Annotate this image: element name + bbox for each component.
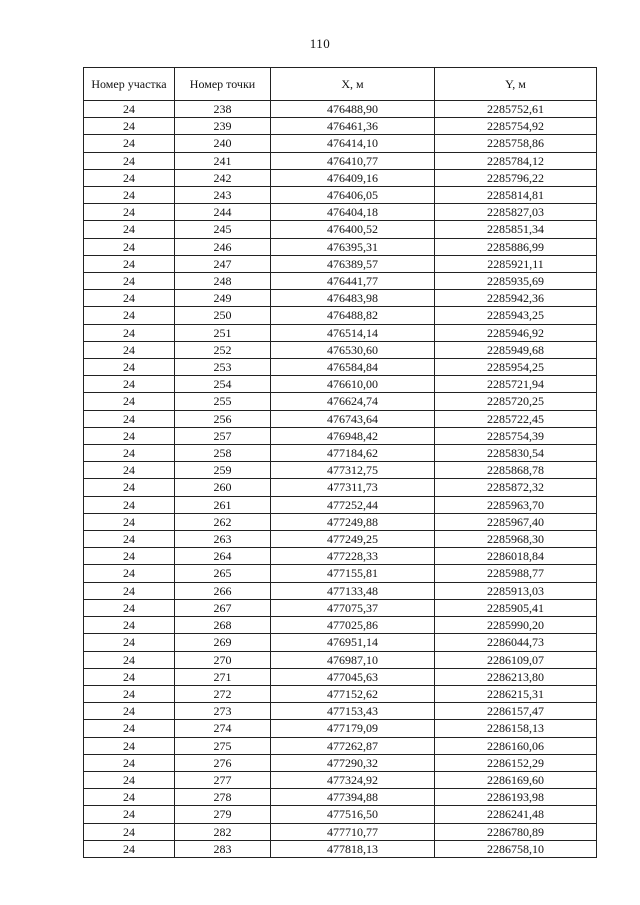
cell-section-number: 24 <box>84 187 175 204</box>
cell-point-number: 262 <box>175 513 271 530</box>
cell-x-coordinate: 477025,86 <box>271 617 435 634</box>
cell-y-coordinate: 2286193,98 <box>435 789 597 806</box>
cell-point-number: 249 <box>175 290 271 307</box>
cell-point-number: 246 <box>175 238 271 255</box>
cell-point-number: 261 <box>175 496 271 513</box>
table-row <box>84 531 597 548</box>
table-row <box>84 565 597 582</box>
cell-y-coordinate: 2285814,81 <box>435 187 597 204</box>
table-row <box>84 582 597 599</box>
cell-section-number: 24 <box>84 531 175 548</box>
cell-y-coordinate: 2286213,80 <box>435 668 597 685</box>
cell-x-coordinate: 477818,13 <box>271 840 435 857</box>
header-point-number: Номер точки <box>175 68 271 101</box>
cell-point-number: 279 <box>175 806 271 823</box>
cell-point-number: 277 <box>175 771 271 788</box>
table-row <box>84 273 597 290</box>
cell-section-number: 24 <box>84 754 175 771</box>
cell-section-number: 24 <box>84 427 175 444</box>
cell-x-coordinate: 477290,32 <box>271 754 435 771</box>
table-header-row <box>84 68 597 101</box>
cell-point-number: 240 <box>175 135 271 152</box>
cell-y-coordinate: 2285796,22 <box>435 169 597 186</box>
table-row <box>84 152 597 169</box>
cell-x-coordinate: 477179,09 <box>271 720 435 737</box>
table-row <box>84 376 597 393</box>
cell-point-number: 244 <box>175 204 271 221</box>
table-row <box>84 290 597 307</box>
cell-x-coordinate: 477155,81 <box>271 565 435 582</box>
cell-section-number: 24 <box>84 668 175 685</box>
header-y-coordinate: Y, м <box>435 68 597 101</box>
cell-x-coordinate: 476409,16 <box>271 169 435 186</box>
cell-x-coordinate: 476410,77 <box>271 152 435 169</box>
cell-y-coordinate: 2285758,86 <box>435 135 597 152</box>
cell-section-number: 24 <box>84 169 175 186</box>
cell-y-coordinate: 2285784,12 <box>435 152 597 169</box>
table-row <box>84 427 597 444</box>
cell-x-coordinate: 476530,60 <box>271 341 435 358</box>
table-row <box>84 599 597 616</box>
cell-y-coordinate: 2285722,45 <box>435 410 597 427</box>
cell-section-number: 24 <box>84 238 175 255</box>
table-row <box>84 823 597 840</box>
cell-point-number: 242 <box>175 169 271 186</box>
table-row <box>84 668 597 685</box>
cell-section-number: 24 <box>84 685 175 702</box>
cell-point-number: 238 <box>175 101 271 118</box>
cell-x-coordinate: 477252,44 <box>271 496 435 513</box>
cell-section-number: 24 <box>84 703 175 720</box>
cell-x-coordinate: 476488,90 <box>271 101 435 118</box>
cell-section-number: 24 <box>84 823 175 840</box>
cell-point-number: 243 <box>175 187 271 204</box>
cell-x-coordinate: 476624,74 <box>271 393 435 410</box>
header-x-coordinate: X, м <box>271 68 435 101</box>
cell-x-coordinate: 477324,92 <box>271 771 435 788</box>
header-section-number: Номер участка <box>84 68 175 101</box>
cell-x-coordinate: 477152,62 <box>271 685 435 702</box>
table-row <box>84 204 597 221</box>
cell-x-coordinate: 477249,88 <box>271 513 435 530</box>
cell-x-coordinate: 476610,00 <box>271 376 435 393</box>
cell-section-number: 24 <box>84 634 175 651</box>
cell-point-number: 264 <box>175 548 271 565</box>
cell-x-coordinate: 477133,48 <box>271 582 435 599</box>
cell-y-coordinate: 2285988,77 <box>435 565 597 582</box>
cell-section-number: 24 <box>84 410 175 427</box>
cell-point-number: 248 <box>175 273 271 290</box>
cell-x-coordinate: 476514,14 <box>271 324 435 341</box>
cell-section-number: 24 <box>84 496 175 513</box>
cell-section-number: 24 <box>84 290 175 307</box>
cell-x-coordinate: 477228,33 <box>271 548 435 565</box>
cell-y-coordinate: 2286018,84 <box>435 548 597 565</box>
cell-section-number: 24 <box>84 118 175 135</box>
cell-y-coordinate: 2286241,48 <box>435 806 597 823</box>
cell-point-number: 282 <box>175 823 271 840</box>
cell-section-number: 24 <box>84 307 175 324</box>
cell-x-coordinate: 477516,50 <box>271 806 435 823</box>
cell-point-number: 239 <box>175 118 271 135</box>
cell-y-coordinate: 2285720,25 <box>435 393 597 410</box>
cell-y-coordinate: 2285949,68 <box>435 341 597 358</box>
cell-point-number: 268 <box>175 617 271 634</box>
table-row <box>84 840 597 857</box>
cell-section-number: 24 <box>84 273 175 290</box>
cell-point-number: 241 <box>175 152 271 169</box>
cell-point-number: 271 <box>175 668 271 685</box>
cell-section-number: 24 <box>84 255 175 272</box>
cell-point-number: 278 <box>175 789 271 806</box>
cell-y-coordinate: 2285827,03 <box>435 204 597 221</box>
cell-x-coordinate: 476389,57 <box>271 255 435 272</box>
cell-y-coordinate: 2286160,06 <box>435 737 597 754</box>
cell-x-coordinate: 477045,63 <box>271 668 435 685</box>
cell-point-number: 267 <box>175 599 271 616</box>
table-row <box>84 754 597 771</box>
cell-section-number: 24 <box>84 462 175 479</box>
table-row <box>84 255 597 272</box>
cell-point-number: 265 <box>175 565 271 582</box>
cell-section-number: 24 <box>84 479 175 496</box>
cell-y-coordinate: 2286044,73 <box>435 634 597 651</box>
cell-section-number: 24 <box>84 324 175 341</box>
table-row <box>84 806 597 823</box>
cell-section-number: 24 <box>84 135 175 152</box>
table-row <box>84 135 597 152</box>
cell-y-coordinate: 2286758,10 <box>435 840 597 857</box>
cell-x-coordinate: 477184,62 <box>271 445 435 462</box>
cell-point-number: 250 <box>175 307 271 324</box>
cell-x-coordinate: 477311,73 <box>271 479 435 496</box>
cell-x-coordinate: 477249,25 <box>271 531 435 548</box>
table-row <box>84 771 597 788</box>
cell-section-number: 24 <box>84 221 175 238</box>
cell-section-number: 24 <box>84 359 175 376</box>
cell-section-number: 24 <box>84 789 175 806</box>
table-row <box>84 445 597 462</box>
cell-section-number: 24 <box>84 599 175 616</box>
cell-point-number: 254 <box>175 376 271 393</box>
table-row <box>84 118 597 135</box>
cell-x-coordinate: 477075,37 <box>271 599 435 616</box>
cell-point-number: 256 <box>175 410 271 427</box>
cell-section-number: 24 <box>84 582 175 599</box>
cell-section-number: 24 <box>84 651 175 668</box>
cell-y-coordinate: 2285954,25 <box>435 359 597 376</box>
cell-x-coordinate: 476441,77 <box>271 273 435 290</box>
table-row <box>84 720 597 737</box>
cell-point-number: 260 <box>175 479 271 496</box>
cell-y-coordinate: 2285886,99 <box>435 238 597 255</box>
cell-point-number: 266 <box>175 582 271 599</box>
cell-y-coordinate: 2285851,34 <box>435 221 597 238</box>
cell-y-coordinate: 2285967,40 <box>435 513 597 530</box>
cell-section-number: 24 <box>84 806 175 823</box>
cell-x-coordinate: 476743,64 <box>271 410 435 427</box>
table-row <box>84 101 597 118</box>
cell-point-number: 255 <box>175 393 271 410</box>
cell-y-coordinate: 2285935,69 <box>435 273 597 290</box>
cell-y-coordinate: 2285946,92 <box>435 324 597 341</box>
cell-section-number: 24 <box>84 565 175 582</box>
table-row <box>84 393 597 410</box>
cell-y-coordinate: 2285830,54 <box>435 445 597 462</box>
cell-point-number: 274 <box>175 720 271 737</box>
cell-y-coordinate: 2285721,94 <box>435 376 597 393</box>
table-row <box>84 789 597 806</box>
table-row <box>84 307 597 324</box>
cell-x-coordinate: 476404,18 <box>271 204 435 221</box>
table-row <box>84 634 597 651</box>
table-row <box>84 359 597 376</box>
cell-y-coordinate: 2285963,70 <box>435 496 597 513</box>
cell-point-number: 275 <box>175 737 271 754</box>
cell-section-number: 24 <box>84 737 175 754</box>
table-row <box>84 513 597 530</box>
cell-section-number: 24 <box>84 445 175 462</box>
table-row <box>84 462 597 479</box>
table-row <box>84 238 597 255</box>
cell-section-number: 24 <box>84 376 175 393</box>
cell-section-number: 24 <box>84 341 175 358</box>
table-row <box>84 341 597 358</box>
table-row <box>84 737 597 754</box>
cell-x-coordinate: 476951,14 <box>271 634 435 651</box>
cell-section-number: 24 <box>84 513 175 530</box>
cell-x-coordinate: 477394,88 <box>271 789 435 806</box>
cell-point-number: 247 <box>175 255 271 272</box>
cell-x-coordinate: 476987,10 <box>271 651 435 668</box>
cell-y-coordinate: 2285921,11 <box>435 255 597 272</box>
cell-point-number: 259 <box>175 462 271 479</box>
cell-point-number: 245 <box>175 221 271 238</box>
table-row <box>84 685 597 702</box>
cell-point-number: 276 <box>175 754 271 771</box>
cell-x-coordinate: 477153,43 <box>271 703 435 720</box>
cell-section-number: 24 <box>84 393 175 410</box>
cell-point-number: 257 <box>175 427 271 444</box>
cell-x-coordinate: 476461,36 <box>271 118 435 135</box>
cell-x-coordinate: 476406,05 <box>271 187 435 204</box>
cell-y-coordinate: 2286215,31 <box>435 685 597 702</box>
cell-x-coordinate: 476395,31 <box>271 238 435 255</box>
cell-point-number: 263 <box>175 531 271 548</box>
table-row <box>84 187 597 204</box>
cell-section-number: 24 <box>84 152 175 169</box>
cell-section-number: 24 <box>84 840 175 857</box>
table-row <box>84 221 597 238</box>
cell-y-coordinate: 2285872,32 <box>435 479 597 496</box>
cell-section-number: 24 <box>84 771 175 788</box>
cell-point-number: 273 <box>175 703 271 720</box>
cell-point-number: 269 <box>175 634 271 651</box>
cell-section-number: 24 <box>84 548 175 565</box>
table-body <box>84 101 597 858</box>
table-row <box>84 548 597 565</box>
table-row <box>84 703 597 720</box>
coordinates-table <box>83 67 597 858</box>
cell-section-number: 24 <box>84 101 175 118</box>
table-row <box>84 496 597 513</box>
cell-section-number: 24 <box>84 617 175 634</box>
cell-x-coordinate: 476948,42 <box>271 427 435 444</box>
cell-x-coordinate: 476488,82 <box>271 307 435 324</box>
cell-y-coordinate: 2285968,30 <box>435 531 597 548</box>
cell-point-number: 272 <box>175 685 271 702</box>
cell-x-coordinate: 476400,52 <box>271 221 435 238</box>
cell-section-number: 24 <box>84 720 175 737</box>
cell-x-coordinate: 476584,84 <box>271 359 435 376</box>
cell-y-coordinate: 2285943,25 <box>435 307 597 324</box>
table-row <box>84 410 597 427</box>
table-row <box>84 479 597 496</box>
cell-y-coordinate: 2285990,20 <box>435 617 597 634</box>
cell-y-coordinate: 2286780,89 <box>435 823 597 840</box>
cell-y-coordinate: 2285754,39 <box>435 427 597 444</box>
cell-point-number: 283 <box>175 840 271 857</box>
cell-y-coordinate: 2285905,41 <box>435 599 597 616</box>
table-row <box>84 651 597 668</box>
table-row <box>84 617 597 634</box>
table-row <box>84 324 597 341</box>
cell-x-coordinate: 477710,77 <box>271 823 435 840</box>
cell-y-coordinate: 2286158,13 <box>435 720 597 737</box>
cell-y-coordinate: 2285752,61 <box>435 101 597 118</box>
cell-x-coordinate: 477262,87 <box>271 737 435 754</box>
cell-y-coordinate: 2285754,92 <box>435 118 597 135</box>
cell-point-number: 252 <box>175 341 271 358</box>
table-row <box>84 169 597 186</box>
cell-y-coordinate: 2285913,03 <box>435 582 597 599</box>
cell-x-coordinate: 476414,10 <box>271 135 435 152</box>
cell-y-coordinate: 2286169,60 <box>435 771 597 788</box>
cell-point-number: 270 <box>175 651 271 668</box>
cell-y-coordinate: 2286152,29 <box>435 754 597 771</box>
cell-y-coordinate: 2285942,36 <box>435 290 597 307</box>
cell-y-coordinate: 2286157,47 <box>435 703 597 720</box>
page-number: 110 <box>309 36 331 51</box>
cell-y-coordinate: 2286109,07 <box>435 651 597 668</box>
cell-point-number: 253 <box>175 359 271 376</box>
cell-y-coordinate: 2285868,78 <box>435 462 597 479</box>
cell-point-number: 251 <box>175 324 271 341</box>
cell-point-number: 258 <box>175 445 271 462</box>
cell-x-coordinate: 476483,98 <box>271 290 435 307</box>
cell-x-coordinate: 477312,75 <box>271 462 435 479</box>
cell-section-number: 24 <box>84 204 175 221</box>
